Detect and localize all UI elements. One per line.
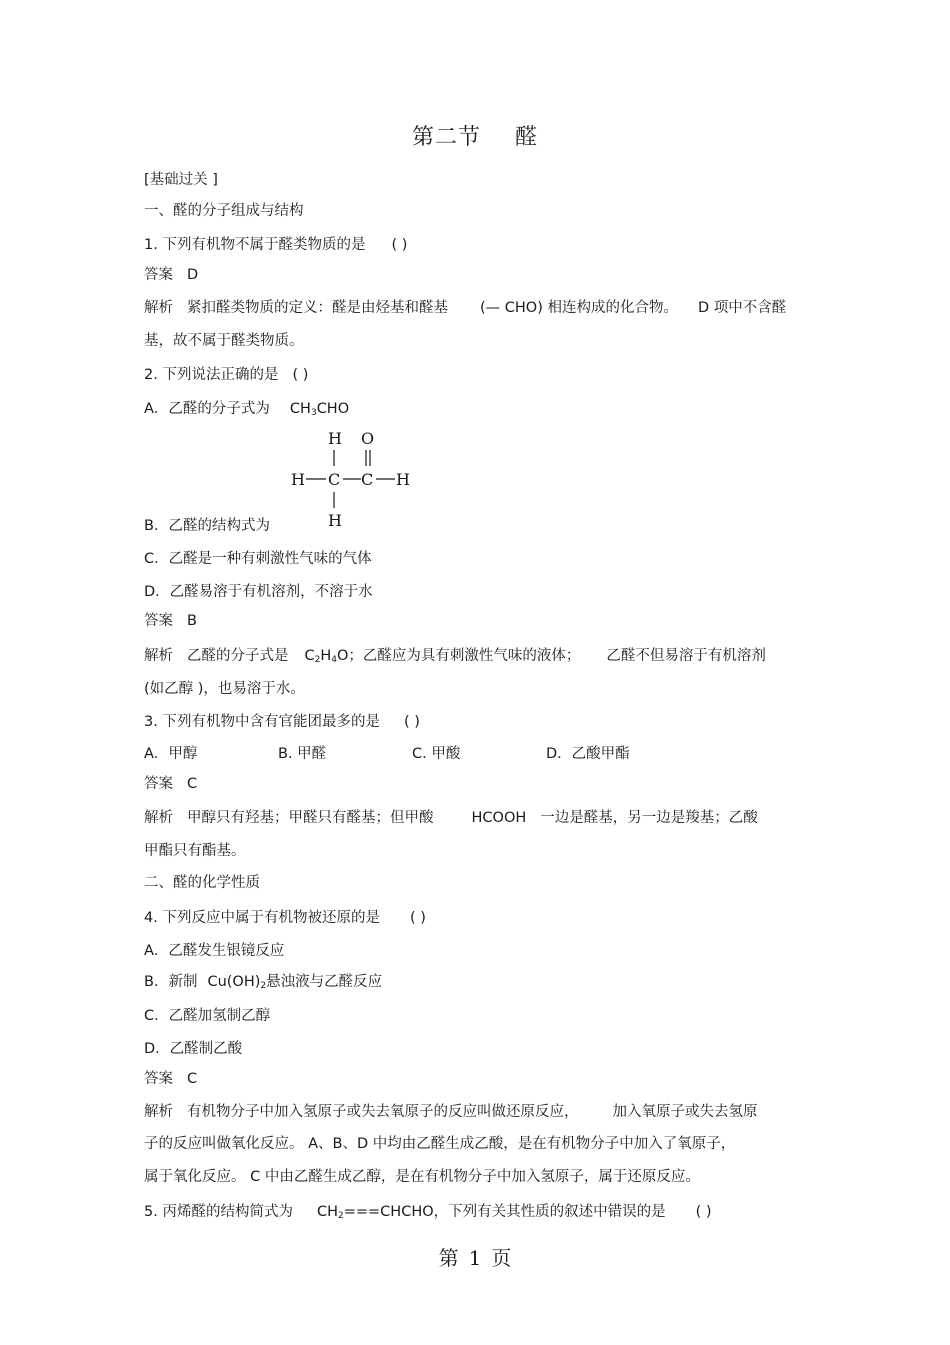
answer-4: 答案 C [144,1071,198,1087]
atom-h-left: H [291,470,305,489]
part1-heading: 一、醛的分子组成与结构 [144,203,304,219]
atom-c2: C [361,470,374,489]
q3-option-c: C. 甲酸 [412,746,461,762]
q3-option-b: B. 甲醛 [278,746,327,762]
q4-option-b: B．新制 $Cu(OH)_2$悬浊液与乙醛反应 [144,974,383,991]
analysis-3-cont: 甲酯只有酯基。 [144,843,246,859]
atom-o: O [361,429,375,448]
analysis-2: 解析 乙醛的分子式是 $C_2H_4O$；乙醛应为具有刺激性气味的液体； 乙醛不但易溶于有机溶剂 [144,648,766,665]
q2-option-b: B．乙醛的结构式为 [144,518,270,534]
q4-option-c: C．乙醛加氢制乙醇 [144,1008,271,1024]
q4-option-a: A．乙醛发生银镜反应 [144,943,285,959]
section-basic-label: [基础过关 ] [144,172,218,188]
q3-option-a: A．甲醇 [144,746,198,762]
q3-option-d: D．乙酸甲酯 [546,746,630,762]
question-3: 3. 下列有机物中含有官能团最多的是 ( ) [144,714,420,730]
q2-option-d: D．乙醛易溶于有机溶剂，不溶于水 [144,584,373,600]
answer-3: 答案 C [144,776,198,792]
analysis-4-cont2: 属于氧化反应。 C 中由乙醛生成乙醇，是在有机物分子中加入氢原子，属于还原反应。 [144,1169,700,1185]
analysis-1-cont: 基，故不属于醛类物质。 [144,333,304,349]
page-number: 第 1 页 [438,1246,512,1270]
analysis-2-cont: (如乙醇 )，也易溶于水。 [144,681,305,697]
question-4: 4. 下列反应中属于有机物被还原的是 ( ) [144,910,426,926]
atom-h-right: H [396,470,410,489]
question-2: 2. 下列说法正确的是 ( ) [144,367,309,383]
answer-1: 答案 D [144,267,199,283]
q4-option-d: D．乙醛制乙酸 [144,1041,243,1057]
analysis-1: 解析 紧扣醛类物质的定义：醛是由烃基和醛基 (— CHO) 相连构成的化合物。 D 项中不含醛 [144,300,787,316]
analysis-3: 解析 甲醇只有羟基；甲醛只有醛基；但甲酸 HCOOH 一边是醛基，另一边是羧基；乙酸 [144,810,758,826]
acetaldehyde-structure-diagram [286,426,426,530]
answer-2: 答案 B [144,613,197,629]
question-1: 1. 下列有机物不属于醛类物质的是 ( ) [144,237,408,253]
atom-h-top: H [328,429,342,448]
part2-heading: 二、醛的化学性质 [144,875,260,891]
page-title: 第二节 醛 [411,125,539,150]
question-5: 5. 丙烯醛的结构简式为 $CH_2===CHCHO$，下列有关其性质的叙述中错误的是 ( ) [144,1204,712,1221]
atom-c1: C [328,470,341,489]
q2-option-c: C．乙醛是一种有刺激性气味的气体 [144,551,372,567]
q2-option-a: A．乙醛的分子式为 $CH_3CHO$ [144,401,350,418]
analysis-4: 解析 有机物分子中加入氢原子或失去氧原子的反应叫做还原反应， 加入氧原子或失去氢原 [144,1104,758,1120]
analysis-4-cont: 子的反应叫做氧化反应。 A、B、D 中均由乙醛生成乙酸，是在有机物分子中加入了氧原子， [144,1136,736,1152]
atom-h-bottom: H [328,511,342,530]
